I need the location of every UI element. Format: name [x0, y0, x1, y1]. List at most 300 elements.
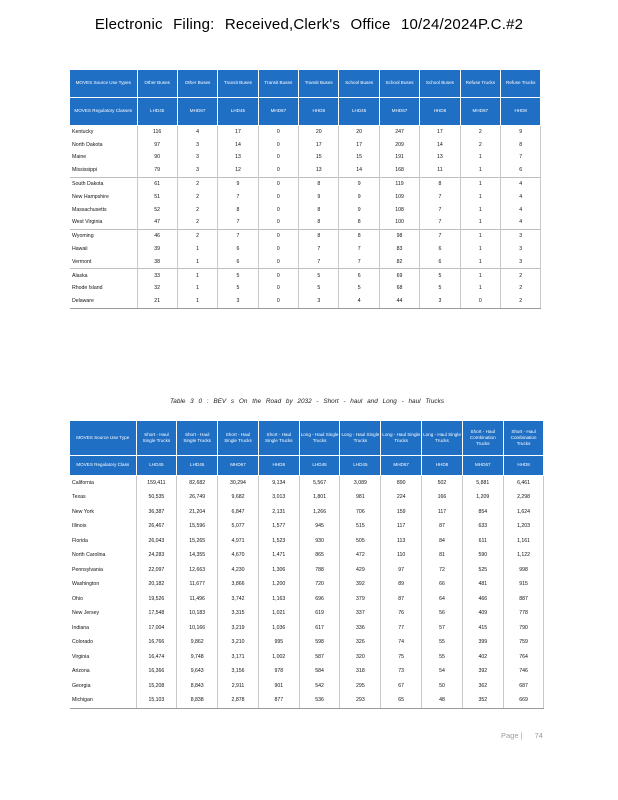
table-cell: 0 — [258, 151, 298, 164]
table-cell: 1 — [460, 190, 500, 203]
column-class: MHD67 — [379, 97, 419, 125]
table-cell: 7 — [218, 229, 258, 242]
state-name: Florida — [70, 534, 136, 549]
table-cell: 890 — [381, 475, 422, 490]
table-row — [70, 635, 544, 650]
table-cell: 9 — [218, 177, 258, 190]
table-cell: 1,021 — [258, 606, 299, 621]
table-cell: 33 — [137, 269, 177, 282]
table-row — [70, 519, 544, 534]
table-cell: 5 — [420, 282, 460, 295]
table-cell: 66 — [422, 577, 463, 592]
table-row — [70, 490, 544, 505]
table-cell: 168 — [379, 164, 419, 177]
table-cell: 61 — [137, 177, 177, 190]
table-cell: 7 — [218, 190, 258, 203]
table-row — [70, 125, 541, 138]
table-cell: 15 — [339, 151, 379, 164]
table-cell: 83 — [379, 243, 419, 256]
table-cell: 7 — [339, 255, 379, 268]
table-cell: 81 — [422, 548, 463, 563]
table-cell: 9,643 — [177, 664, 218, 679]
table-cell: 706 — [340, 505, 381, 520]
table-cell: 9,748 — [177, 650, 218, 665]
table-cell: 6 — [501, 164, 541, 177]
table-cell: 67 — [381, 679, 422, 694]
table-cell: 481 — [462, 577, 503, 592]
table-cell: 696 — [299, 592, 340, 607]
table-cell: 1,036 — [258, 621, 299, 636]
table-cell: 669 — [503, 693, 544, 708]
table-cell: 790 — [503, 621, 544, 636]
column-type: Transit Buses — [258, 70, 298, 97]
table-cell: 3 — [299, 295, 339, 308]
table-cell: 2,878 — [218, 693, 259, 708]
table-cell: 611 — [462, 534, 503, 549]
table-cell: 75 — [381, 650, 422, 665]
table-cell: 39 — [137, 243, 177, 256]
regulatory-class-label: MOVES Regulatory Class — [70, 455, 136, 475]
table-cell: 7 — [299, 255, 339, 268]
state-name: Rhode Island — [70, 282, 137, 295]
state-name: Pennsylvania — [70, 563, 136, 578]
table-row — [70, 606, 544, 621]
column-type: Short - Haul Single Trucks — [218, 421, 259, 455]
table-cell: 0 — [258, 229, 298, 242]
table-cell: 6 — [420, 255, 460, 268]
table-cell: 415 — [462, 621, 503, 636]
table-cell: 293 — [340, 693, 381, 708]
column-type: Short - Haul Single Trucks — [258, 421, 299, 455]
table-cell: 97 — [381, 563, 422, 578]
state-name: Illinois — [70, 519, 136, 534]
table-cell: 8 — [299, 229, 339, 242]
column-class: HHD8 — [501, 97, 541, 125]
table-row — [70, 534, 544, 549]
table-row — [70, 548, 544, 563]
table-cell: 7 — [501, 151, 541, 164]
table-cell: 17 — [420, 125, 460, 138]
table-cell: 1 — [460, 282, 500, 295]
table-cell: 8,838 — [177, 693, 218, 708]
table-cell: 17,004 — [136, 621, 177, 636]
table-cell: 56 — [422, 606, 463, 621]
column-type: Short - Haul Single Trucks — [136, 421, 177, 455]
table-cell: 13 — [299, 164, 339, 177]
table-row — [70, 216, 541, 229]
table-cell: 30,294 — [218, 475, 259, 490]
table-cell: 3,089 — [340, 475, 381, 490]
table-cell: 26,749 — [177, 490, 218, 505]
table-cell: 52 — [137, 203, 177, 216]
table-cell: 119 — [379, 177, 419, 190]
source-type-header-row — [70, 70, 541, 97]
table-cell: 877 — [258, 693, 299, 708]
state-name: Kentucky — [70, 125, 137, 138]
table-cell: 584 — [299, 664, 340, 679]
table2-body — [70, 475, 544, 708]
table-cell: 14 — [339, 164, 379, 177]
table-cell: 65 — [381, 693, 422, 708]
table-cell: 4,230 — [218, 563, 259, 578]
column-type: Long - Haul Single Trucks — [340, 421, 381, 455]
table-row — [70, 650, 544, 665]
table-cell: 0 — [258, 177, 298, 190]
table-cell: 73 — [381, 664, 422, 679]
table-cell: 598 — [299, 635, 340, 650]
table-row — [70, 229, 541, 242]
page-label: Page | — [501, 731, 523, 740]
table-cell: 9,682 — [218, 490, 259, 505]
table-cell: 116 — [137, 125, 177, 138]
state-name: Washington — [70, 577, 136, 592]
table-cell: 8 — [299, 203, 339, 216]
table-cell: 1 — [460, 216, 500, 229]
state-name: New York — [70, 505, 136, 520]
table-cell: 0 — [258, 243, 298, 256]
column-class: LHD45 — [340, 455, 381, 475]
table-cell: 1,577 — [258, 519, 299, 534]
table-cell: 379 — [340, 592, 381, 607]
table-cell: 20 — [339, 125, 379, 138]
table-cell: 0 — [258, 164, 298, 177]
table-cell: 17 — [339, 138, 379, 151]
table-cell: 110 — [381, 548, 422, 563]
table-row — [70, 563, 544, 578]
table-cell: 1 — [460, 229, 500, 242]
table-row — [70, 203, 541, 216]
table-cell: 1,523 — [258, 534, 299, 549]
table-cell: 2 — [177, 190, 217, 203]
table-cell: 10,183 — [177, 606, 218, 621]
table-cell: 26,467 — [136, 519, 177, 534]
table-cell: 5,881 — [462, 475, 503, 490]
table-cell: 2,911 — [218, 679, 259, 694]
table-cell: 320 — [340, 650, 381, 665]
table-cell: 1,306 — [258, 563, 299, 578]
column-class: LHD45 — [218, 97, 258, 125]
table-cell: 51 — [137, 190, 177, 203]
table-cell: 32 — [137, 282, 177, 295]
column-class: HHD8 — [422, 455, 463, 475]
table-cell: 97 — [137, 138, 177, 151]
table-cell: 0 — [258, 255, 298, 268]
state-name: North Dakota — [70, 138, 137, 151]
table-row — [70, 190, 541, 203]
column-type: Refuse Trucks — [460, 70, 500, 97]
table-cell: 17 — [218, 125, 258, 138]
table-cell: 21 — [137, 295, 177, 308]
state-name: North Carolina — [70, 548, 136, 563]
table-cell: 14 — [420, 138, 460, 151]
table-cell: 536 — [299, 693, 340, 708]
column-class: MHD67 — [462, 455, 503, 475]
table-cell: 74 — [381, 635, 422, 650]
table-cell: 617 — [299, 621, 340, 636]
table-cell: 7 — [420, 190, 460, 203]
table-cell: 2 — [460, 125, 500, 138]
table-row — [70, 164, 541, 177]
state-name: Virginia — [70, 650, 136, 665]
table-cell: 5 — [218, 282, 258, 295]
table-cell: 24,283 — [136, 548, 177, 563]
table-cell: 55 — [422, 650, 463, 665]
table-cell: 399 — [462, 635, 503, 650]
column-type: Transit Buses — [299, 70, 339, 97]
table-cell: 472 — [340, 548, 381, 563]
table-row — [70, 577, 544, 592]
column-type: Long - Haul Single Trucks — [299, 421, 340, 455]
table-cell: 159,411 — [136, 475, 177, 490]
table-cell: 409 — [462, 606, 503, 621]
table-cell: 1 — [460, 164, 500, 177]
column-type: Long - Haul Single Trucks — [422, 421, 463, 455]
table-cell: 16,366 — [136, 664, 177, 679]
table-cell: 50,535 — [136, 490, 177, 505]
table-cell: 15,208 — [136, 679, 177, 694]
table-cell: 38 — [137, 255, 177, 268]
table-cell: 5,077 — [218, 519, 259, 534]
table-cell: 2 — [460, 138, 500, 151]
table-cell: 0 — [258, 216, 298, 229]
table-cell: 100 — [379, 216, 419, 229]
table-cell: 3,210 — [218, 635, 259, 650]
table-cell: 1 — [177, 269, 217, 282]
table-row — [70, 621, 544, 636]
table-cell: 5 — [339, 282, 379, 295]
table-cell: 36,387 — [136, 505, 177, 520]
table-cell: 3,742 — [218, 592, 259, 607]
table-cell: 2 — [177, 177, 217, 190]
table-cell: 5 — [420, 269, 460, 282]
state-name: Indiana — [70, 621, 136, 636]
table-cell: 13 — [218, 151, 258, 164]
table-cell: 11,496 — [177, 592, 218, 607]
state-name: Vermont — [70, 255, 137, 268]
table-cell: 1,471 — [258, 548, 299, 563]
table-cell: 4 — [501, 203, 541, 216]
table-cell: 0 — [258, 269, 298, 282]
table-cell: 10,166 — [177, 621, 218, 636]
table-cell: 69 — [379, 269, 419, 282]
table-cell: 4 — [501, 216, 541, 229]
column-class: MHD67 — [381, 455, 422, 475]
table-cell: 87 — [381, 592, 422, 607]
table-cell: 8 — [339, 229, 379, 242]
column-type: School Buses — [339, 70, 379, 97]
table-cell: 3,219 — [218, 621, 259, 636]
table-cell: 209 — [379, 138, 419, 151]
table-cell: 2 — [501, 282, 541, 295]
table-row — [70, 269, 541, 282]
column-type: Short - Haul Single Trucks — [177, 421, 218, 455]
table-cell: 84 — [422, 534, 463, 549]
table-cell: 15,596 — [177, 519, 218, 534]
table-cell: 9 — [339, 203, 379, 216]
table-cell: 0 — [460, 295, 500, 308]
column-class: LHD45 — [136, 455, 177, 475]
table-cell: 16,474 — [136, 650, 177, 665]
table-cell: 352 — [462, 693, 503, 708]
source-use-type-label: MOVES Source Use Type — [70, 421, 136, 455]
state-name: South Dakota — [70, 177, 137, 190]
table-cell: 1,266 — [299, 505, 340, 520]
table-cell: 117 — [381, 519, 422, 534]
table-cell: 3 — [177, 151, 217, 164]
table-cell: 3,866 — [218, 577, 259, 592]
table-cell: 759 — [503, 635, 544, 650]
table-cell: 20,182 — [136, 577, 177, 592]
table-cell: 392 — [340, 577, 381, 592]
table-cell: 1 — [177, 243, 217, 256]
table-cell: 4 — [339, 295, 379, 308]
table-cell: 20 — [299, 125, 339, 138]
table-cell: 3,171 — [218, 650, 259, 665]
column-class: MHD67 — [460, 97, 500, 125]
column-type: Long - Haul Single Trucks — [381, 421, 422, 455]
state-name: Maine — [70, 151, 137, 164]
table-cell: 89 — [381, 577, 422, 592]
table-cell: 590 — [462, 548, 503, 563]
table-cell: 0 — [258, 295, 298, 308]
table-cell: 1 — [460, 151, 500, 164]
table-cell: 4,971 — [218, 534, 259, 549]
table-cell: 362 — [462, 679, 503, 694]
state-name: Ohio — [70, 592, 136, 607]
table-cell: 26,043 — [136, 534, 177, 549]
table-cell: 14 — [218, 138, 258, 151]
table-cell: 50 — [422, 679, 463, 694]
table-cell: 915 — [503, 577, 544, 592]
column-class: HHD8 — [420, 97, 460, 125]
table-cell: 5 — [218, 269, 258, 282]
table-row — [70, 295, 541, 308]
table-cell: 2 — [501, 295, 541, 308]
table-cell: 1 — [460, 177, 500, 190]
table-cell: 87 — [422, 519, 463, 534]
table-cell: 945 — [299, 519, 340, 534]
table-cell: 1,002 — [258, 650, 299, 665]
column-type: Transit Buses — [218, 70, 258, 97]
state-name: Alaska — [70, 269, 137, 282]
table-cell: 3,013 — [258, 490, 299, 505]
state-name: New Hampshire — [70, 190, 137, 203]
table-cell: 2,298 — [503, 490, 544, 505]
state-name: Delaware — [70, 295, 137, 308]
table-cell: 9,134 — [258, 475, 299, 490]
table-cell: 887 — [503, 592, 544, 607]
table-cell: 930 — [299, 534, 340, 549]
table-row — [70, 255, 541, 268]
table-cell: 788 — [299, 563, 340, 578]
table-cell: 502 — [422, 475, 463, 490]
table-cell: 8 — [420, 177, 460, 190]
table-cell: 1,209 — [462, 490, 503, 505]
page-footer — [501, 731, 543, 740]
table-row — [70, 151, 541, 164]
table-cell: 1 — [177, 255, 217, 268]
table-cell: 6 — [339, 269, 379, 282]
table-cell: 22,097 — [136, 563, 177, 578]
table-cell: 247 — [379, 125, 419, 138]
vehicle-counts-table-buses-refuse — [70, 70, 541, 309]
table-cell: 82,682 — [177, 475, 218, 490]
table-cell: 7 — [420, 216, 460, 229]
table-cell: 9,862 — [177, 635, 218, 650]
table-cell: 2,131 — [258, 505, 299, 520]
column-type: Refuse Trucks — [501, 70, 541, 97]
table-cell: 978 — [258, 664, 299, 679]
table-cell: 1 — [460, 269, 500, 282]
table-cell: 981 — [340, 490, 381, 505]
table-cell: 1 — [460, 255, 500, 268]
table-cell: 16,766 — [136, 635, 177, 650]
table-cell: 4 — [177, 125, 217, 138]
table-row — [70, 693, 544, 708]
table-cell: 687 — [503, 679, 544, 694]
table-cell: 1,122 — [503, 548, 544, 563]
table-cell: 13 — [420, 151, 460, 164]
table-row — [70, 475, 544, 490]
table-cell: 0 — [258, 138, 298, 151]
column-class: HHD8 — [503, 455, 544, 475]
table-cell: 0 — [258, 125, 298, 138]
table-cell: 108 — [379, 203, 419, 216]
column-class: MHD67 — [258, 97, 298, 125]
column-class: LHD45 — [339, 97, 379, 125]
table-cell: 3 — [501, 243, 541, 256]
regulatory-class-header-row — [70, 97, 541, 125]
table-cell: 57 — [422, 621, 463, 636]
table-cell: 295 — [340, 679, 381, 694]
page-number: 74 — [534, 731, 543, 740]
table-cell: 778 — [503, 606, 544, 621]
table-cell: 7 — [420, 203, 460, 216]
table-cell: 865 — [299, 548, 340, 563]
table-cell: 402 — [462, 650, 503, 665]
electronic-filing-header: Electronic Filing: Received,Clerk's Office 10/24/2024P.C.#2 — [94, 16, 524, 33]
table-cell: 17 — [299, 138, 339, 151]
table-cell: 1 — [177, 295, 217, 308]
table-cell: 3 — [501, 229, 541, 242]
table-cell: 764 — [503, 650, 544, 665]
table-cell: 854 — [462, 505, 503, 520]
table-cell: 72 — [422, 563, 463, 578]
table-cell: 1 — [460, 203, 500, 216]
column-class: LHD45 — [299, 455, 340, 475]
table-cell: 1 — [177, 282, 217, 295]
table-cell: 720 — [299, 577, 340, 592]
table-cell: 4 — [501, 190, 541, 203]
table-cell: 2 — [177, 216, 217, 229]
table-cell: 542 — [299, 679, 340, 694]
table-cell: 1,801 — [299, 490, 340, 505]
table-cell: 3 — [501, 255, 541, 268]
table-cell: 4,670 — [218, 548, 259, 563]
column-type: Short - Haul Combination Trucks — [503, 421, 544, 455]
table-cell: 3 — [177, 138, 217, 151]
table-cell: 15 — [299, 151, 339, 164]
table-cell: 7 — [218, 216, 258, 229]
state-name: Colorado — [70, 635, 136, 650]
table-cell: 6,847 — [218, 505, 259, 520]
column-type: School Buses — [379, 70, 419, 97]
table-cell: 68 — [379, 282, 419, 295]
table-cell: 159 — [381, 505, 422, 520]
table-cell: 15,103 — [136, 693, 177, 708]
table-cell: 14,355 — [177, 548, 218, 563]
table-cell: 90 — [137, 151, 177, 164]
